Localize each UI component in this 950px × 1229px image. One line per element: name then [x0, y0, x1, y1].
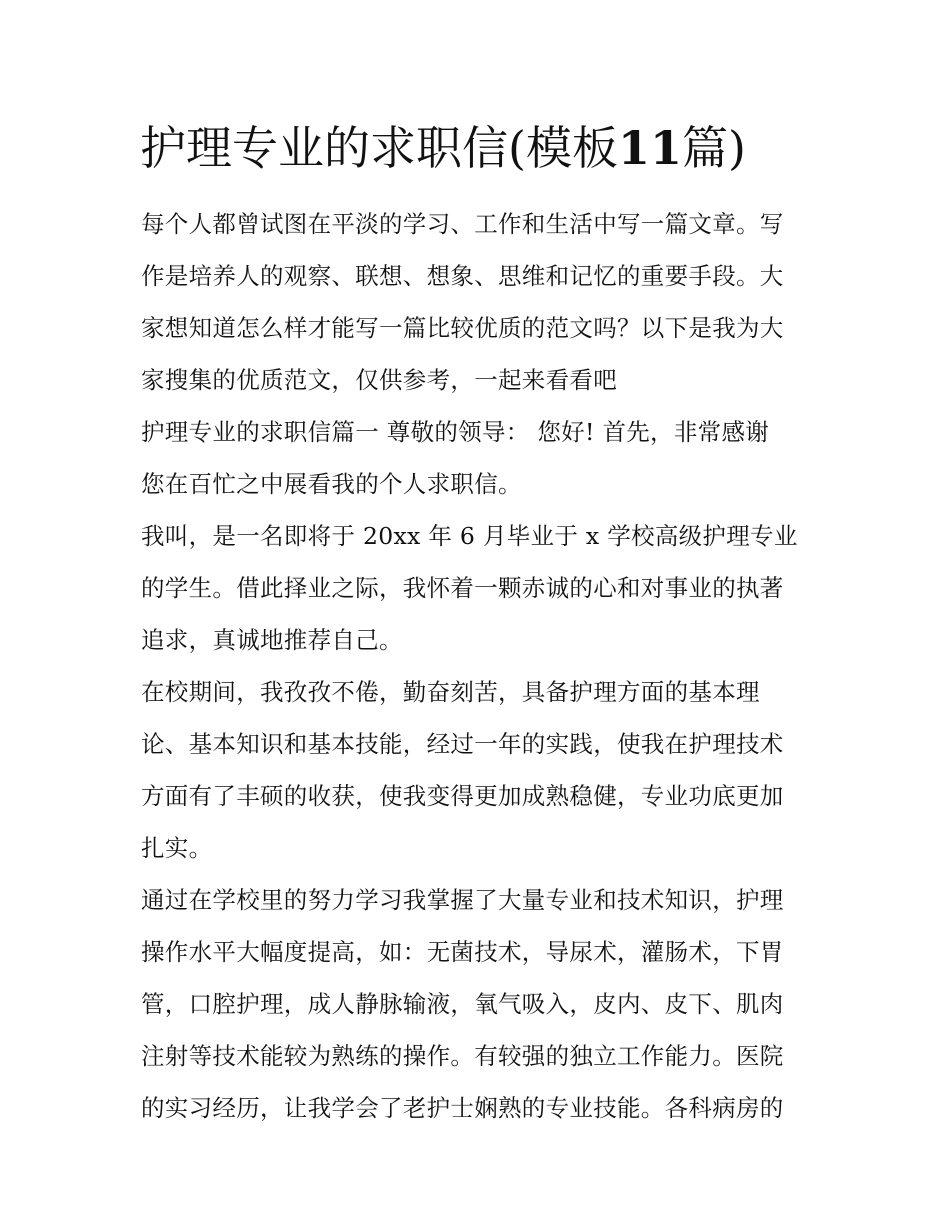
body-line: 作是培养人的观察、联想、想象、思维和记忆的重要手段。大: [141, 262, 784, 290]
body-line: 论、基本知识和基本技能，经过一年的实践，使我在护理技术: [141, 730, 784, 758]
body-line: 管，口腔护理，成人静脉输液，氧气吸入，皮内、皮下、肌肉: [141, 990, 784, 1018]
body-line: 在校期间，我孜孜不倦，勤奋刻苦，具备护理方面的基本理: [141, 678, 760, 706]
body-line: 注射等技术能较为熟练的操作。有较强的独立工作能力。医院: [141, 1042, 784, 1070]
body-line: 的实习经历，让我学会了老护士娴熟的专业技能。各科病房的: [141, 1094, 784, 1122]
body-line: 我叫，是一名即将于 20xx 年 6 月毕业于 x 学校高级护理专业: [141, 522, 798, 550]
document-body: [141, 198, 813, 1134]
body-line: 的学生。借此择业之际，我怀着一颗赤诚的心和对事业的执著: [141, 574, 784, 602]
body-line: 护理专业的求职信篇一 尊敬的领导： 您好! 首先，非常感谢: [141, 418, 770, 446]
body-line: 操作水平大幅度提高，如：无菌技术，导尿术，灌肠术，下胃: [141, 938, 784, 966]
document-title: [140, 118, 820, 178]
body-line: 家想知道怎么样才能写一篇比较优质的范文吗？以下是我为大: [141, 314, 784, 342]
body-line: 方面有了丰硕的收获，使我变得更加成熟稳健，专业功底更加: [141, 782, 784, 810]
body-line: 通过在学校里的努力学习我掌握了大量专业和技术知识，护理: [141, 886, 784, 914]
title-text: 护理专业的求职信(模板: [140, 121, 618, 175]
body-line: 追求，真诚地推荐自己。: [141, 626, 403, 654]
title-suffix: 篇): [681, 121, 746, 175]
body-line: 家搜集的优质范文，仅供参考，一起来看看吧: [141, 366, 617, 394]
title-number: 11: [617, 121, 682, 175]
body-line: 扎实。: [141, 834, 213, 862]
body-line: 每个人都曾试图在平淡的学习、工作和生活中写一篇文章。写: [141, 210, 784, 238]
body-line: 您在百忙之中展看我的个人求职信。: [141, 470, 522, 498]
